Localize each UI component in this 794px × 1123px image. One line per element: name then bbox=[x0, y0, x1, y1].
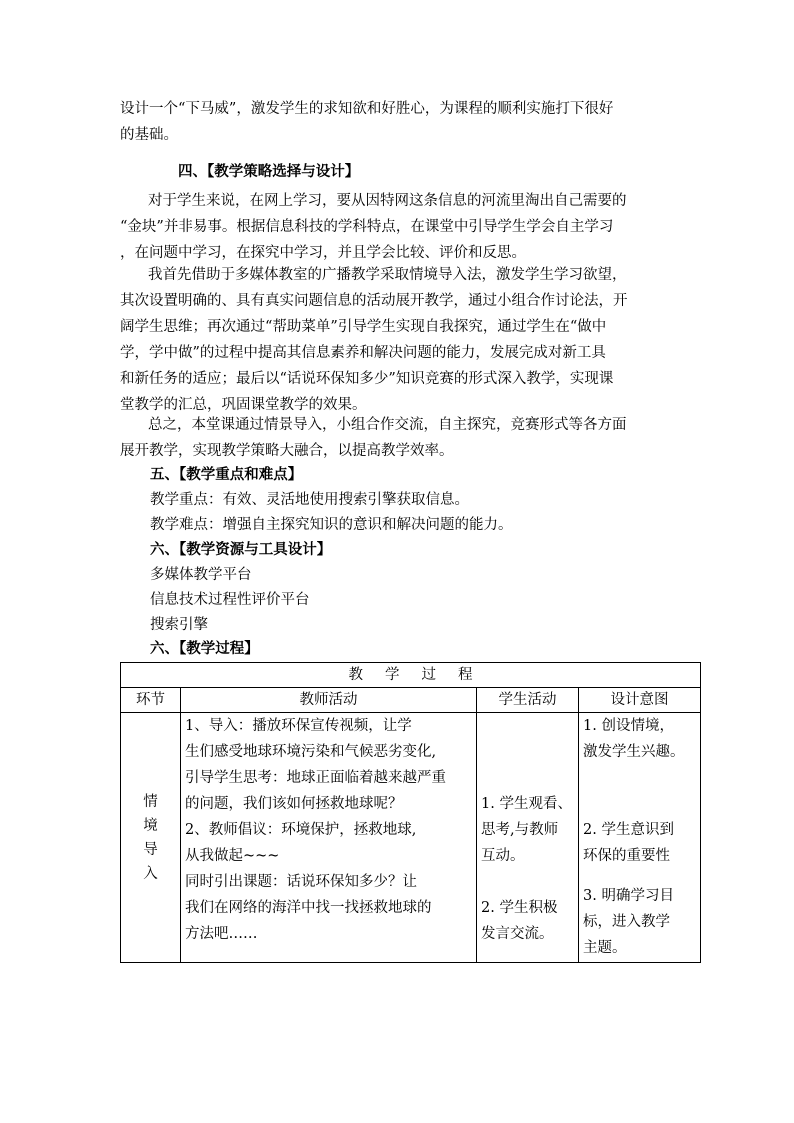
stage-char: 情 bbox=[143, 793, 158, 810]
section-heading-resources: 六、【教学资源与工具设计】 bbox=[150, 541, 332, 558]
text-line: 思考,与教师 bbox=[481, 822, 559, 838]
text-line: 互动。 bbox=[481, 848, 525, 864]
stage-char: 入 bbox=[143, 865, 158, 882]
text-line: 同时引出课题：话说环保知多少？让 bbox=[185, 874, 417, 890]
text-line: 引导学生思考：地球正面临着越来越严重 bbox=[185, 770, 446, 786]
text-line: 标，进入教学 bbox=[583, 914, 670, 930]
text-line: 阔学生思维；再次通过“帮助菜单”引导学生实现自我探究，通过学生在“做中 bbox=[120, 319, 607, 335]
text-line: 对于学生来说，在网上学习，要从因特网这条信息的河流里淘出自己需要的 bbox=[148, 193, 627, 209]
section-heading-strategy: 四、【教学策略选择与设计】 bbox=[178, 163, 360, 180]
teacher-activity-cell bbox=[181, 713, 477, 963]
text-line: “金块”并非易事。根据信息科技的学科特点，在课堂中引导学生学会自主学习 bbox=[120, 219, 614, 235]
student-activity-cell bbox=[477, 713, 579, 963]
strategy-paragraph-1 bbox=[120, 188, 680, 266]
column-header-student: 学生活动 bbox=[477, 688, 579, 713]
column-header-intent: 设计意图 bbox=[579, 688, 701, 713]
text-line: 我首先借助于多媒体教室的广播教学采取情境导入法，激发学生学习欲望， bbox=[148, 267, 627, 283]
text-line: ，在问题中学习，在探究中学习，并且学会比较、评价和反思。 bbox=[120, 245, 526, 261]
stage-char: 导 bbox=[143, 841, 158, 858]
text-line: 和新任务的适应；最后以“话说环保知多少”知识竞赛的形式深入教学，实现课 bbox=[120, 371, 614, 387]
text-line: 我们在网络的海洋中找一找拯救地球的 bbox=[185, 900, 432, 916]
design-intent-cell bbox=[579, 713, 701, 963]
key-point-text: 教学重点：有效、灵活地使用搜索引擎获取信息。 bbox=[150, 492, 469, 508]
text-line: 环保的重要性 bbox=[583, 848, 670, 864]
text-line: 设计一个“下马威”，激发学生的求知欲和好胜心，为课程的顺利实施打下很好 bbox=[120, 101, 614, 117]
text-line: 1. 创设情境， bbox=[583, 718, 674, 734]
text-line: 3. 明确学习目 bbox=[583, 888, 674, 904]
stage-cell bbox=[121, 713, 181, 963]
section-heading-key-points: 五、【教学重点和难点】 bbox=[150, 466, 303, 483]
text-line: 2、教师倡议：环境保护，拯救地球, bbox=[185, 822, 417, 838]
text-line: 方法吧…… bbox=[185, 926, 258, 942]
resource-item: 多媒体教学平台 bbox=[150, 567, 252, 583]
text-line: 展开教学，实现教学策略大融合，以提高教学效率。 bbox=[120, 443, 454, 459]
column-header-stage: 环节 bbox=[121, 688, 181, 713]
text-line: 其次设置明确的、具有真实问题信息的活动展开教学，通过小组合作讨论法，开 bbox=[120, 293, 628, 309]
resource-item: 搜索引擎 bbox=[150, 617, 208, 633]
difficulty-text: 教学难点：增强自主探究知识的意识和解决问题的能力。 bbox=[150, 517, 513, 533]
strategy-paragraph-2 bbox=[120, 262, 680, 418]
text-line: 的基础。 bbox=[120, 127, 178, 143]
text-line: 堂教学的汇总，巩固课堂教学的效果。 bbox=[120, 397, 367, 413]
table-title: 教学过程 bbox=[121, 663, 701, 688]
teaching-process-table bbox=[120, 662, 701, 963]
text-line: 从我做起~~~ bbox=[185, 848, 280, 864]
intro-paragraph bbox=[120, 96, 680, 148]
text-line: 发言交流。 bbox=[481, 926, 554, 942]
text-line: 主题。 bbox=[583, 940, 627, 956]
text-line: 总之，本堂课通过情景导入，小组合作交流，自主探究，竞赛形式等各方面 bbox=[148, 417, 627, 433]
section-heading-process: 六、【教学过程】 bbox=[150, 640, 259, 657]
text-line: 生们感受地球环境污染和气候恶劣变化, bbox=[185, 744, 437, 760]
strategy-paragraph-3 bbox=[120, 412, 680, 464]
column-header-teacher: 教师活动 bbox=[181, 688, 477, 713]
text-line: 的问题，我们该如何拯救地球呢？ bbox=[185, 796, 403, 812]
stage-char: 境 bbox=[143, 817, 158, 834]
text-line: 学，学中做”的过程中提高其信息素养和解决问题的能力，发展完成对新工具 bbox=[120, 345, 606, 361]
resource-item: 信息技术过程性评价平台 bbox=[150, 592, 310, 608]
text-line: 激发学生兴趣。 bbox=[583, 744, 685, 760]
text-line: 2. 学生意识到 bbox=[583, 822, 674, 838]
text-line: 1、导入：播放环保宣传视频，让学 bbox=[185, 718, 412, 734]
text-line: 1. 学生观看、 bbox=[481, 796, 572, 812]
text-line: 2. 学生积极 bbox=[481, 900, 558, 916]
